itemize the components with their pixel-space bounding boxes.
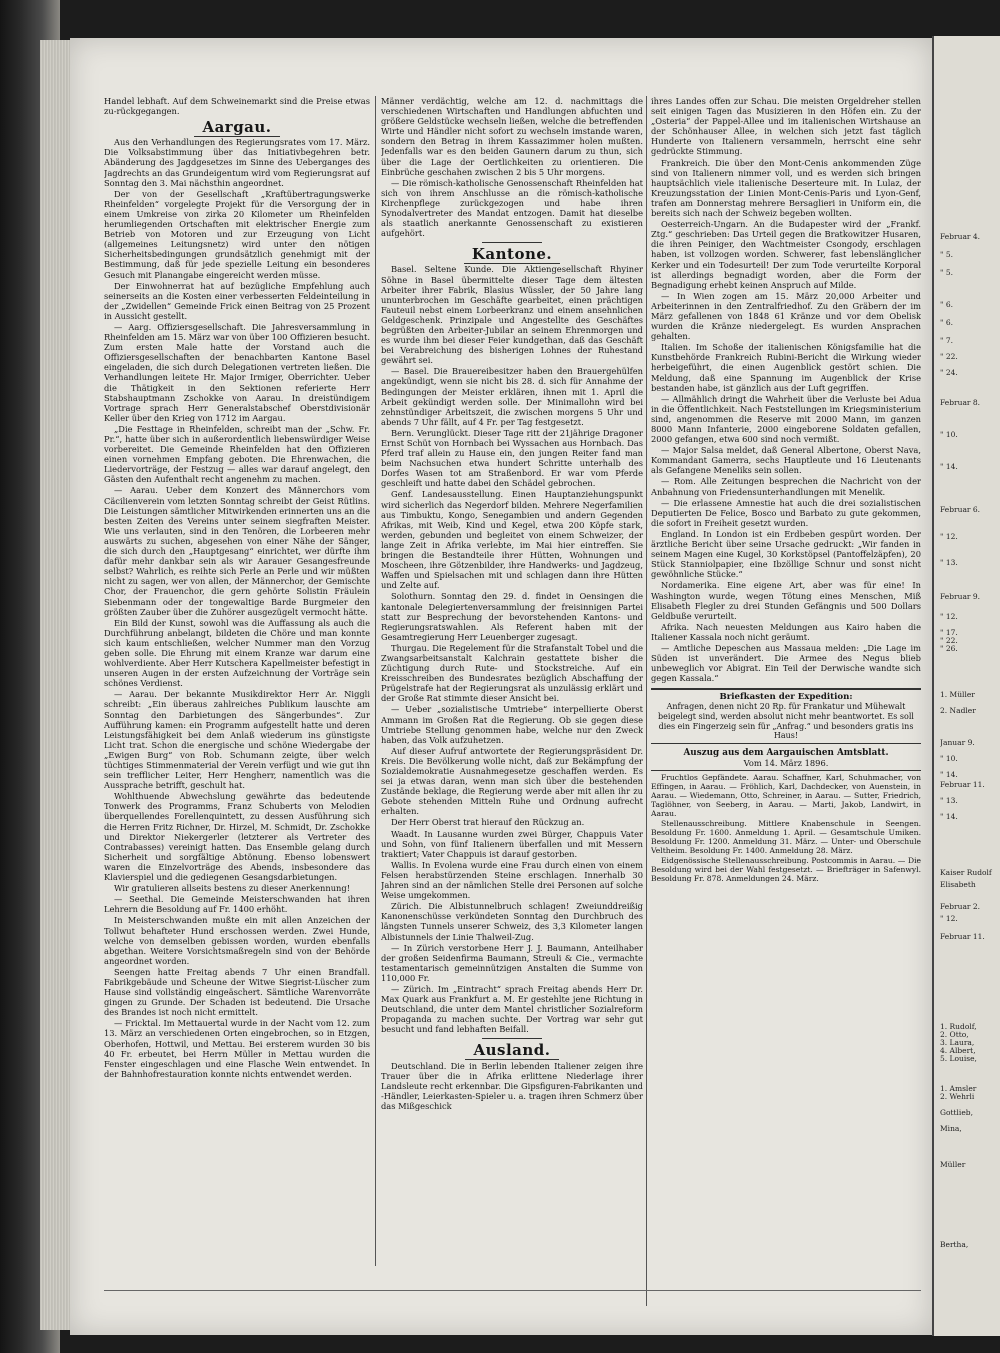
article-text: Waadt. In Lausanne wurden zwei Bürger, Chappuis Vater und Sohn, von fünf Italienern überfallen und mit Messern traktiert; Vater Chappuis ist darauf gestorben. (381, 828, 643, 859)
article-text: — Rom. Alle Zeitungen besprechen die Nachricht von der Anbahnung von Friedensunterhandlungen mit Menelik. (651, 476, 921, 497)
adjacent-page-fragment: " 17. (940, 628, 958, 637)
article-text: Basel. Seltene Kunde. Die Aktiengesellschaft Rhyiner Söhne in Basel übermittelte dieser Tage dem ältesten Arbeiter ihrer Fabrik, Blasius Wüssler, der 50 Jahre lang ununterbrochen im Geschäfte gearbeitet, einen prächtigen Fauteuil nebst einem Lorbeerkranz und einem ansehnlichen Geldgeschenk. Prinzipale und Angestellte des Geschäftes begrüßten den Arbeiter-Jubilar an seinem Ehrenmorgen und es wurde ihm bei dieser Feier kundgethan, daß das Geschäft bei Verabreichung des bisherigen Lohnes der Ruhestand gewährt sei. (381, 264, 643, 366)
article-text: Ein Bild der Kunst, sowohl was die Auffassung als auch die Durchführung anbelangt, bildeten die Chöre und man konnte sich kaum entschließen, welcher Nummer man den Vorzug geben solle. Die Ehrung mit einem Kranze war darum eine wohlverdiente. Aber Herr Kutschera Kapellmeister befestigt in unseren Augen in der ersten Aufzeichnung der Vorträge sein schönes Verdienst. (104, 617, 370, 689)
adjacent-page-fragment: 2. Wehrli (940, 1092, 975, 1101)
adjacent-page-fragment: Februar 4. (940, 232, 981, 241)
amtsblatt-entry: Eidgenössische Stellenausschreibung. Postcommis in Aarau. — Die Besoldung wird bei der Wahl festgesetzt. — Briefträger in Safenwyl. Besoldung Fr. 878. Anmeldungen 24. März. (651, 856, 921, 883)
article-text: Seengen hatte Freitag abends 7 Uhr einen Brandfall. Fabrikgebäude und Scheune der Witwe Siegrist-Lüscher zum Hause sind vollständig eingeäschert. Sämtliche Warenvorräte gingen zu Grunde. Der Schaden ist bedeutend. Die Ursache des Brandes ist noch nicht ermittelt. (104, 966, 370, 1018)
adjacent-page-fragment: " 12. (940, 914, 958, 923)
adjacent-page-fragment: 3. Laura, (940, 1038, 975, 1047)
article-text: — Basel. Die Brauereibesitzer haben den Brauergehülfen angekündigt, wenn sie nicht bis 28. d. sich für Annahme der Bedingungen der Meister erklären, ihnen mit 1. April die Arbeit gekündigt werden solle. Der Minimallohn wird bei zehnstündiger Arbeitszeit, die zwischen morgens 5 Uhr und abends 7 Uhr fällt, auf 4 Fr. per Tag festgesetzt. (381, 366, 643, 427)
article-text: Aus den Verhandlungen des Regierungsrates vom 17. März. Die Volksabstimmung über das Initiativbegehren betr. Abänderung des Jagdgesetzes im Sinne des Ueberganges des Jagdrechts an das Grundeigentum wird vom Regierungsrat auf Sonntag den 3. Mai nächsthin angeordnet. (104, 137, 370, 188)
article-text: In Meisterschwanden mußte ein mit allen Anzeichen der Tollwut behafteter Hund erschossen werden. Zwei Hunde, welche von demselben gebissen worden, wurden ebenfalls abgethan. Weitere Vorsichtsmaßregeln sind von der Behörde angeordnet worden. (104, 915, 370, 966)
adjacent-page-fragment: 4. Albert, (940, 1046, 976, 1055)
adjacent-page-fragment: " 12. (940, 612, 958, 621)
adjacent-page-fragment: 5. Louise, (940, 1054, 977, 1063)
adjacent-page-fragment: 1. Rudolf, (940, 1022, 977, 1031)
article-text: Deutschland. Die in Berlin lebenden Italiener zeigen ihre Trauer über die in Afrika erlittene Niederlage ihrer Landsleute recht erkennbar. Die Gipsfiguren-Fabrikanten und -Händler, Leierkasten-Spieler u. a. tragen ihren Schmerz über das Mißgeschick (381, 1060, 643, 1111)
article-text: — Seethal. Die Gemeinde Meisterschwanden hat ihren Lehrern die Besoldung auf Fr. 1400 erhöht. (104, 894, 370, 915)
section-heading-aargau: Aargau. (104, 122, 370, 132)
article-text: — Aarg. Offiziersgesellschaft. Die Jahresversammlung in Rheinfelden am 15. März war von über 100 Offizieren besucht. Zum ersten Male hatte der Vorstand auch die Offiziersgesellschaften der benachbarten Kantone Basel eingeladen, die sich durch Delegationen vertreten ließen. Die Verhandlungen leitete Hr. Major Irmiger, Oberrichter. Ueber die Thätigkeit in den Sektionen referierte Herr Stabshauptmann Zschokke von Aarau. In dreistündigem Vortrage sprach Herr Generalstabschef Oberstdivisionär Keller über den Krieg von 1712 im Aargau. (104, 321, 370, 423)
adjacent-page-fragment: " 6. (940, 300, 953, 309)
article-text: Afrika. Nach neuesten Meldungen aus Kairo haben die Italiener Kassala noch nicht geräumt. (651, 621, 921, 642)
article-text: — Zürich. Im „Eintracht“ sprach Freitag abends Herr Dr. Max Quark aus Frankfurt a. M. Er gestehlte jene Richtung in Deutschland, die unter dem Mantel christlicher Sozialreform Propaganda zu machen suchte. Der Vortrag war sehr gut besucht und fand lebhaften Beifall. (381, 983, 643, 1035)
adjacent-page-fragment: Elisabeth (940, 880, 976, 889)
article-text: Bern. Verunglückt. Dieser Tage ritt der 21jährige Dragoner Ernst Schüt von Hornbach bei Wyssachen aus Hornbach. Das Pferd traf allein zu Hause ein, den jungen Reiter fand man beim Nachsuchen etwa hundert Schritte unterhalb des Dorfes Wasen tot am Straßenbord. Er war vom Pferde geschleift und hatte dabei den Schädel gebrochen. (381, 427, 643, 489)
article-text: Wohlthuende Abwechslung gewährte das bedeutende Tonwerk des Programms, Franz Schuberts von Melodien überquellendes Forellenquintett, zu dessen Ausführung sich die Herren Fritz Richner, Dr. Hirzel, M. Schmidt, Dr. Zschokke und Direktor Niekergerler (letzterer als Vertreter des Contrabasses) vereinigt hatten. Das Ensemble gelang durch Sicherheit und sorgfältige Abtönung. Ebenso lobenswert waren die Einzelvorträge des Abends, insbesondere das Klavierspiel und die gediegenen Gesangsdarbietungen. (104, 791, 370, 883)
adjacent-page-fragment: " 26. (940, 644, 958, 653)
adjacent-page-fragment: Februar 8. (940, 398, 981, 407)
article-text: Der Herr Oberst trat hierauf den Rückzug an. (391, 817, 585, 828)
article-text: Wallis. In Evolena wurde eine Frau durch einen von einem Felsen herabstürzenden Steine erschlagen. Innerhalb 30 Jahren sind an der nämlichen Stelle drei Personen auf solche Weise umgekommen. (381, 859, 643, 901)
article-text: Auf dieser Aufruf antwortete der Regierungspräsident Dr. Kreis. Die Bevölkerung wolle nicht, daß zur Bekämpfung der Sozialdemokratie Ausnahmegesetze geschaffen werden. Es sei ja etwas daran, wenn man sich über die bestehenden Zustände beklage, die Regierung werde aber mit allen ihr zu Gebote stehenden Mitteln Ruhe und Ordnung aufrecht erhalten. (381, 745, 643, 817)
briefkasten-body: Anfragen, denen nicht 20 Rp. für Frankatur und Mühewalt beigelegt sind, werden absolut nicht mehr beantwortet. Es soll dies ein Fingerzeig sein für „Anfrag.“ und besonders gratis ins Haus! (658, 702, 914, 741)
adjacent-page-fragment: Bertha, (940, 1240, 969, 1249)
adjacent-page-fragment: Februar 11. (940, 932, 985, 941)
article-text: Wir gratulieren allseits bestens zu dieser Anerkennung! (114, 883, 351, 894)
section-rule (482, 242, 542, 243)
adjacent-page-fragment: Februar 6. (940, 505, 981, 514)
amtsblatt-title: Auszug aus dem Aargauischen Amtsblatt. (683, 747, 889, 758)
article-text: Nordamerika. Eine eigene Art, aber was für eine! In Washington wurde, wegen Tötung eines Menschen, Miß Elisabeth Flegler zu drei Stunden Gefängnis und 500 Dollars Geldbuße verurteilt. (651, 580, 921, 621)
section-heading-kantone: Kantone. (381, 249, 643, 259)
page-bottom-rule (104, 1290, 921, 1291)
article-text: Der von der Gesellschaft „Kraftübertragungswerke Rheinfelden“ vorgelegte Projekt für die Versorgung der in einem Umkreise von zirka 20 Kilometer um Rheinfelden herumliegenden Ortschaften mit elektrischer Energie zum Betrieb von Motoren und zur Erzeugung von Licht (allgemeines Leitungsnetz) wird unter den nötigen Sicherheitsbedingungen grundsätzlich genehmigt mit der Bestimmung, daß für jede spezielle Leitung ein besonderes Gesuch mit Planangabe eingereicht werden müsse. (104, 188, 370, 280)
adjacent-page-fragment: " 5. (940, 268, 953, 277)
article-text: Frankreich. Die über den Mont-Cenis ankommenden Züge sind von Italienern nimmer voll, und es werden sich bringen hauptsächlich viele italienische Deserteure mit. In Lulaz, der Kreuzungsstation der Linien Mont-Cenis-Paris und Lyon-Genf, trafen am Donnerstag mehrere Bersaglieri in Uniform ein, die bereits sich nach der Schweiz begeben wollten. (651, 157, 921, 219)
article-text: Männer verdächtig, welche am 12. d. nachmittags die verschiedenen Wirtschaften und Handlungen abfuchten und größere Geldstücke wechseln ließen, welche die betreffenden Wirte und Händler nicht sofort zu wechseln imstande waren, sondern den Betrag in ihrem Kassazimmer holen mußten. Jedenfalls war es den beiden Gaunern darum zu thun, sich über die Lage der Oertlichkeiten zu orientieren. Die Einbrüche geschahen zwischen 2 bis 5 Uhr morgens. (381, 96, 643, 177)
adjacent-page-fragment: " 5. (940, 250, 953, 259)
adjacent-page-strip (932, 36, 1000, 1336)
column-divider (646, 96, 647, 1306)
article-text: Thurgau. Die Regelement für die Strafanstalt Tobel und die Zwangsarbeitsanstalt Kalchrain gestattete bisher die Züchtigung durch Rute- und Stockstreiche. Auf ein Kreisschreiben des Bundesrates bezüglich Abschaffung der Prügelstrafe hat der Regierungsrat als unzulässig erklärt und der Große Rat stimmte dieser Ansicht bei. (381, 642, 643, 704)
amtsblatt-entry: Stellenausschreibung. Mittlere Knabenschule in Seengen. Besoldung Fr. 1600. Anmeldung 1. April. — Gesamtschule Umiken. Besoldung Fr. 1200. Anmeldung 31. März. — Unter- und Oberschule Veltheim. Besoldung Fr. 1400. Anmeldung 28. März. (651, 819, 921, 855)
article-text: Der Einwohnerrat hat auf bezügliche Empfehlung auch seinerseits an die Kosten einer verbesserten Feldeinteilung in der „Zwidellen“ Gemeinde Frick einen Beitrag von 25 Prozent in Aussicht gestellt. (104, 280, 370, 321)
adjacent-page-fragment: " 14. (940, 770, 958, 779)
adjacent-page-fragment: " 7. (940, 336, 953, 345)
article-text: Oesterreich-Ungarn. An die Budapester wird der „Frankf. Ztg.“ geschrieben: Das Urteil gegen die Bratkowitzer Husaren, die ihren Peiniger, den Wachtmeister Csongody, erschlagen haben, ist vollzogen worden. Schwerer, fast lebenslänglicher Kerker und ein Todesurteil! Der zum Tode verurteilte Korporal ist allerdings begnadigt worden, aber die Form der Begnadigung erhebt keinen Anspruch auf Milde. (651, 219, 921, 290)
section-heading-ausland: Ausland. (381, 1045, 643, 1055)
column-2 (381, 96, 643, 1306)
intro-text: Handel lebhaft. Auf dem Schweinemarkt sind die Preise etwas zu-rückgegangen. (104, 96, 370, 117)
adjacent-page-fragment: " 13. (940, 796, 958, 805)
adjacent-page-fragment: 1. Amsler (940, 1084, 977, 1093)
adjacent-page-fragment: Februar 2. (940, 902, 981, 911)
article-text: — Aarau. Ueber dem Konzert des Männerchors vom Cäcilienverein vom letzten Sonntag schreibt der Geist Rütlins. Die Leistungen sämtlicher Mitwirkenden erinnerten uns an die besten Zeiten des Vereins unter seinem siegfraften Meister. Wie uns verlauten, sind in den Tenören, die Lorbeeren mehr auswärts zu suchen, abgesehen von einer Nähe der Sänger, die sich durch den „Hauptgesang“ einrichtet, wer dürfte ihm dafür mehr dankbar sein als wir Aarauer Gesangesfreunde selbst? Wahrlich, es reihte sich Perle an Perle und wir müßten nicht zu sagen, wer von allen, der Männerchor, der Gemischte Chor, der Frauenchor, die gern gehörte Solistin Fräulein Siebenmann oder der tongewaltige Barde Burgmeier den größten Zauber über die Zuhörer ausgezügelt vermocht hätte. (104, 485, 370, 617)
article-text: — Fricktal. Im Mettauertal wurde in der Nacht vom 12. zum 13. März an verschiedenen Orten eingebrochen, so in Etzgen, Oberhofen, Hottwil, und Mettau. Bei ersterem wurden 30 bis 40 Fr. erbeutet, bei Herrn Müller in Mettau wurden die Fenster eingeschlagen und eine Flasche Wein entwendet. In der Bahnhofrestauration konnte nichts entwendet werden. (104, 1018, 370, 1079)
article-text: — Die erlassene Amnestie hat auch die drei sozialistischen Deputierten De Felice, Bosco und Barbato zu gute gekommen, die sofort in Freiheit gesetzt wurden. (651, 497, 921, 528)
adjacent-page-fragment: 2. Nadler (940, 706, 976, 715)
amtsblatt-entry: Fruchtlos Gepfändete. Aarau. Schaffner, Karl, Schuhmacher, von Effingen, in Aarau. — Fröhlich, Karl, Dachdecker, von Auenstein, in Aarau. — Wiedemann, Otto, Schreiner, in Aarau. — Sutter, Friedrich, Taglöhner, von Seeberg, in Aarau. — Marti, Jakob, Landwirt, in Aarau. (651, 773, 921, 818)
briefkasten-box (651, 688, 921, 743)
column-divider (375, 96, 376, 1266)
adjacent-page-fragment: 1. Müller (940, 690, 975, 699)
article-text: — Amtliche Depeschen aus Massaua melden: „Die Lage im Süden ist unverändert. Die Armee des Negus blieb unbeweglich vor Abigrat. Ein Teil der Derwische wandte sich gegen Kassala.“ (651, 642, 921, 684)
article-text: Zürich. Die Albistunnelbruch schlagen! Zweiunddreißig Kanonenschüsse verkündeten Sonntag den Durchbruch des längsten Tunnels unserer Schweiz, des 3,3 Kilometer langen Albistunnels der Linie Thalweil-Zug. (381, 901, 643, 942)
article-text: Solothurn. Sonntag den 29. d. findet in Oensingen die kantonale Delegiertenversammlung der freisinnigen Partei statt zur Besprechung der bevorstehenden Kantons- und Regierungsratswahlen. Als Referent haben mit der Gesamtregierung Herr Leuenberger zugesagt. (381, 591, 643, 642)
briefkasten-title: Briefkasten der Expedition: (719, 692, 853, 703)
column-1 (104, 96, 370, 1246)
article-text: — In Zürich verstorbene Herr J. J. Baumann, Anteilhaber der großen Seidenfirma Baumann, Streuli & Cie., vermachte testamentarisch gemeinnützigen Anstalten die Summe von 110,000 Fr. (381, 942, 643, 983)
adjacent-page-fragment: " 22. (940, 352, 958, 361)
article-text: — Aarau. Der bekannte Musikdirektor Herr Ar. Niggli schreibt: „Ein überaus zahlreiches Publikum lauschte am Sonntag den Darbietungen des Sängerbundes“. Zur Aufführung kamen: ein Programm aufgestellt hatte und deren Leistungsfähigkeit bei dem Anlaß wiederum ins günstigste Licht trat. Schon die energische und schöne Wiedergabe der „Ewigen Burg“ von Rob. Schumann zeigte, über welch tüchtiges Stimmenmaterial der Verein verfügt und wie gut ihn sein trefflicher Leiter, Herr Hengherr, namentlich was die Aussprache betrifft, geschult hat. (104, 689, 370, 791)
article-text: — Ueber „sozialistische Umtriebe“ interpellierte Oberst Ammann im Großen Rat die Regierung. Ob sie gegen diese Umtriebe Stellung genommen habe, welche nur den Zweck haben, das Volk aufzuhetzen. (381, 704, 643, 745)
amtsblatt-heading (651, 748, 921, 768)
column-3 (651, 96, 921, 1306)
adjacent-page-fragment: Januar 9. (940, 738, 975, 747)
adjacent-page-fragment: " 22. (940, 636, 958, 645)
article-text: ihres Landes offen zur Schau. Die meisten Orgeldreher stellen seit einigen Tagen das Musizieren in den Höfen ein. Zu der „Osteria“ der Pappel-Allee und im italienischen Wirtshause an der Schönhauser Allee, in welchen sich jetzt fast täglich Hunderte von Italienern versammeln, herrscht eine sehr gedrückte Stimmung. (651, 96, 921, 157)
adjacent-page-fragment: " 14. (940, 812, 958, 821)
adjacent-page-fragment: " 13. (940, 558, 958, 567)
article-text: Genf. Landesausstellung. Einen Hauptanziehungspunkt wird sicherlich das Negerdorf bilden. Mehrere Negerfamilien aus Timbuktu, Kongo, Senegambien und andern Gegenden Afrikas, mit Weib, Kind und Kegel, etwa 200 Köpfe stark, werden, gebunden und begleitet von einem Schweizer, der lange Zeit in Afrika verlebte, im Mai hier eintreffen. Sie bringen die Bestandteile ihrer Hütten, Wohnungen und Moscheen, ihre Götzenbilder, ihre Handwerks- und Jagdzeug, Waffen und Spielsachen mit und schlagen dann ihre Hütten und Zelte auf. (381, 489, 643, 591)
article-text: — Die römisch-katholische Genossenschaft Rheinfelden hat sich von ihrem Anschlusse an die römisch-katholische Kirchenpflege zurückgezogen und habe ihren Synodalvertreter des Mandat entzogen. Damit hat dieselbe als staatlich anerkannte Genossenschaft zu existieren aufgehört. (381, 177, 643, 239)
adjacent-page-fragment: " 24. (940, 368, 958, 377)
section-rule (482, 1038, 542, 1039)
article-text: — Major Salsa meldet, daß General Albertone, Oberst Nava, Kommandant Gamerra, sechs Hauptleute und 16 Lieutenants als Gefangene Meneliks sein sollen. (651, 445, 921, 476)
article-text: — Allmählich dringt die Wahrheit über die Verluste bei Adua in die Öffentlichkeit. Nach Feststellungen im Kriegsministerium sind, angenommen die Reserve mit 2000 Mann, im ganzen 8000 Mann Infanterie, 2000 eingeborene Soldaten gefallen, 2000 gefangen, etwa 600 sind noch vermißt. (651, 393, 921, 445)
article-text: — In Wien zogen am 15. März 20,000 Arbeiter und Arbeiterinnen in den Zentralfriedhof. Zu den Gräbern der im März gefallenen von 1848 61 Kränze und vor dem Obelisk wurden die Kränze niedergelegt. Es wurden Ansprachen gehalten. (651, 290, 921, 342)
adjacent-page-fragment: " 6. (940, 318, 953, 327)
adjacent-page-fragment: Februar 9. (940, 592, 981, 601)
article-text: England. In London ist ein Erdbeben gespürt worden. Der ärztliche Bericht über seine Ursache gedruckt: „Wir fanden in seinem Magen eine Kugel, 30 Korkstöpsel (Pantoffelzäpfen), 20 Stück Stanniolpapier, eine Ibzöllige Schnur und sonst nicht gewöhnliche Stücke.“ (651, 528, 921, 580)
adjacent-page-fragment: " 12. (940, 532, 958, 541)
page-edges (40, 40, 72, 1330)
adjacent-page-fragment: " 14. (940, 462, 958, 471)
adjacent-page-fragment: 2. Otto, (940, 1030, 969, 1039)
adjacent-page-fragment: " 10. (940, 430, 958, 439)
article-text: Italien. Im Schoße der italienischen Königsfamilie hat die Kunstbehörde Frankreich Rubini-Bericht die Wirkung wieder herbeigeführt, die einen Augenblick gestört schien. Die Meldung, daß eine Spannung im Augenblick der Krise bestanden habe, ist gänzlich aus der Luft gegriffen. (651, 342, 921, 393)
amtsblatt-rule (651, 770, 921, 771)
adjacent-page-fragment: Februar 11. (940, 780, 985, 789)
adjacent-page-fragment: Müller (940, 1160, 966, 1169)
adjacent-page-fragment: " 10. (940, 754, 958, 763)
amtsblatt-date: Vom 14. März 1896. (743, 757, 829, 768)
adjacent-page-fragment: Gottlieb, (940, 1108, 973, 1117)
adjacent-page-fragment: Mina, (940, 1124, 962, 1133)
article-text: „Die Festtage in Rheinfelden, schreibt man der „Schw. Fr. Pr.“, hatte über sich in außerordentlich liebenswürdiger Weise vorbereitet. Die Gemeinde Rheinfelden hat den Offizieren einen vornehmen Empfang geboten. Die Ehrenwachen, die Liedervorträge, der Festzug — alles war darauf angelegt, den Gästen den Aufenthalt recht angenehm zu machen. (104, 423, 370, 485)
adjacent-page-fragment: Kaiser Rudolf (940, 868, 992, 877)
